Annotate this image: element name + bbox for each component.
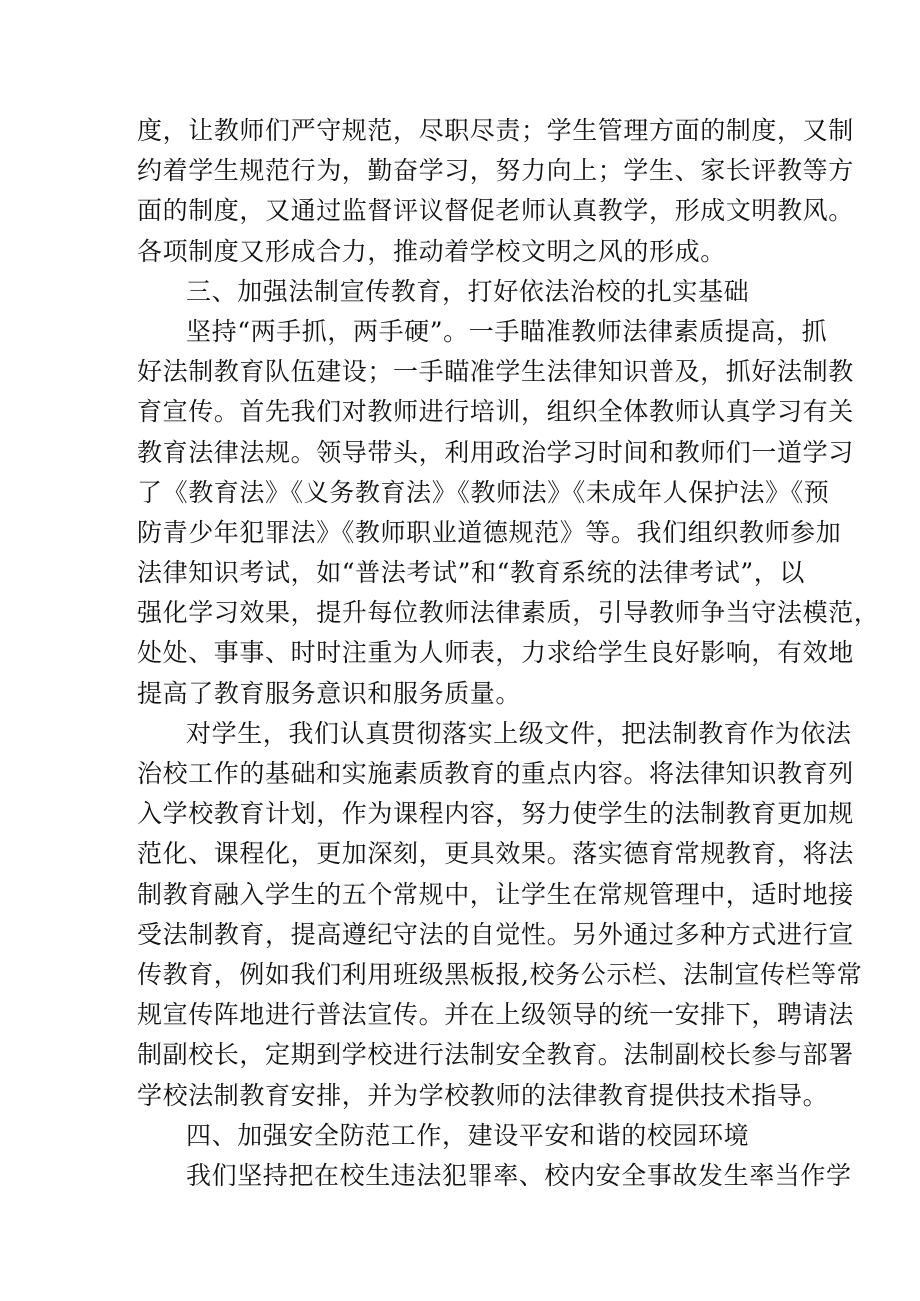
text-line: 法律知识考试，如“普法考试”和“教育系统的法律考试”，以 (137, 558, 805, 588)
text-line: 面的制度，又通过监督评议督促老师认真教学，形成文明教风。 (137, 196, 854, 226)
text-line: 入学校教育计划，作为课程内容，努力使学生的法制教育更加规 (137, 799, 854, 829)
text-line: 对学生，我们认真贯彻落实上级文件，把法制教育作为依法 (186, 718, 852, 748)
text-line: 强化学习效果，提升每位教师法律素质，引导教师争当守法模范， (137, 598, 880, 628)
text-line: 提高了教育服务意识和服务质量。 (137, 678, 522, 708)
text-line: 范化、课程化，更加深刻，更具效果。落实德育常规教育，将法 (137, 839, 854, 869)
section-heading-4: 四、加强安全防范工作，建设平安和谐的校园环境 (186, 1120, 750, 1150)
text-line: 教育法律法规。领导带头，利用政治学习时间和教师们一道学习 (137, 437, 854, 467)
text-line: 约着学生规范行为，勤奋学习，努力向上；学生、家长评教等方 (137, 156, 854, 186)
text-line: 传教育，例如我们利用班级黑板报,校务公示栏、法制宣传栏等常 (137, 959, 863, 989)
text-line: 度，让教师们严守规范，尽职尽责；学生管理方面的制度，又制 (137, 116, 854, 145)
text-line: 规宣传阵地进行普法宣传。并在上级领导的统一安排下，聘请法 (137, 1000, 854, 1030)
text-line: 处处、事事、时时注重为人师表，力求给学生良好影响，有效地 (137, 638, 854, 668)
text-line: 了《教育法》《义务教育法》《教师法》《未成年人保护法》《预 (137, 477, 830, 507)
section-heading-3: 三、加强法制宣传教育，打好依法治校的扎实基础 (186, 276, 750, 306)
text-line: 治校工作的基础和实施素质教育的重点内容。将法律知识教育列 (137, 759, 854, 788)
text-line: 学校法制教育安排，并为学校教师的法律教育提供技术指导。 (137, 1080, 829, 1110)
text-line: 受法制教育，提高遵纪守法的自觉性。另外通过多种方式进行宣 (137, 919, 854, 949)
document-body (137, 111, 880, 1196)
text-line: 各项制度又形成合力，推动着学校文明之风的形成。 (137, 236, 726, 266)
text-line: 我们坚持把在校生违法犯罪率、校内安全事故发生率当作学 (186, 1160, 852, 1190)
text-line: 育宣传。首先我们对教师进行培训，组织全体教师认真学习有关 (137, 397, 854, 427)
text-line: 制教育融入学生的五个常规中，让学生在常规管理中，适时地接 (137, 879, 854, 909)
text-line: 防青少年犯罪法》《教师职业道德规范》等。我们组织教师参加 (137, 517, 842, 547)
text-line: 制副校长，定期到学校进行法制安全教育。法制副校长参与部署 (137, 1040, 854, 1070)
text-line: 好法制教育队伍建设；一手瞄准学生法律知识普及，抓好法制教 (137, 357, 854, 387)
text-line: 坚持“两手抓，两手硬”。一手瞄准教师法律素质提高，抓 (186, 316, 828, 346)
